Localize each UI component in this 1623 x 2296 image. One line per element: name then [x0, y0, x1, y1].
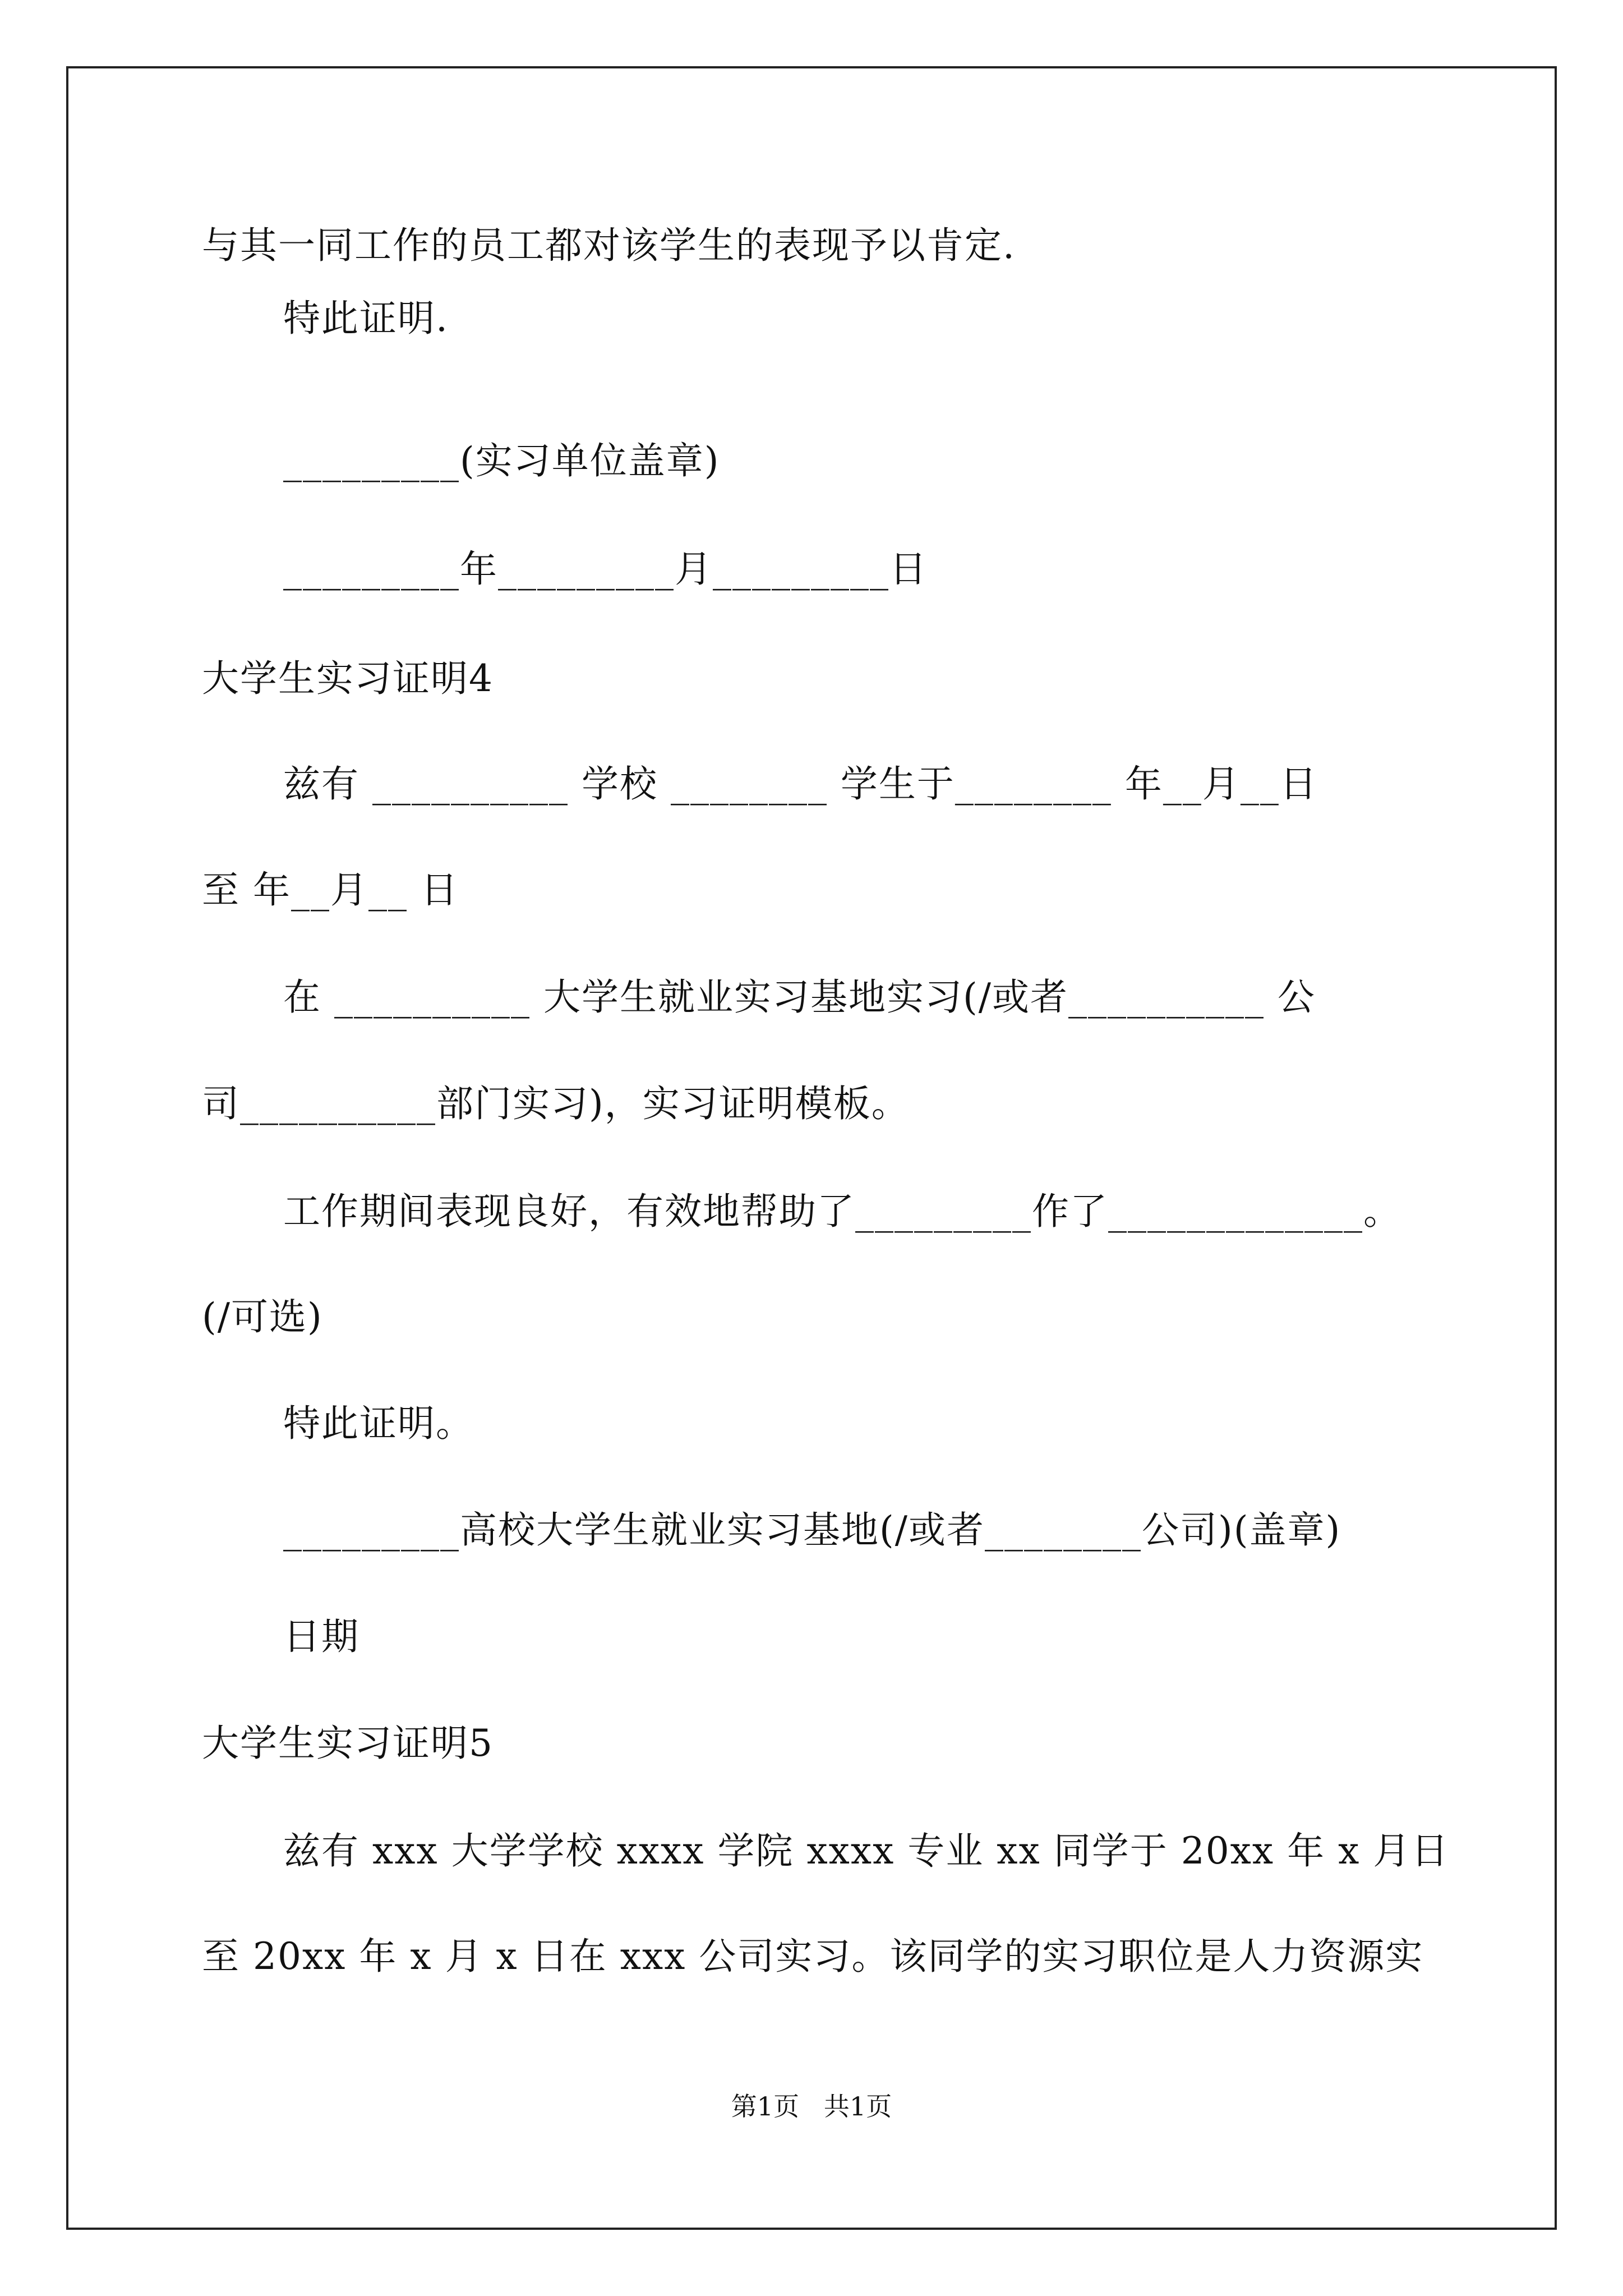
body-line-9: 司__________部门实习)，实习证明模板。 [202, 1082, 910, 1125]
body-line-13: _________高校大学生就业实习基地(/或者________公司)(盖章) [283, 1508, 1341, 1552]
seal-line: _________(实习单位盖章) [283, 439, 720, 482]
body-line-10: 工作期间表现良好，有效地帮助了_________作了_____________。 [283, 1190, 1401, 1233]
section-heading-4: 大学生实习证明4 [202, 657, 494, 700]
body-line-1: 与其一同工作的员工都对该学生的表现予以肯定. [202, 224, 1016, 267]
body-line-11: (/可选) [202, 1295, 323, 1338]
section-heading-5: 大学生实习证明5 [202, 1722, 494, 1765]
body-line-6: 兹有 __________ 学校 ________ 学生于________ 年__月__日 [283, 762, 1318, 806]
page-border [66, 66, 1557, 2230]
body-line-8: 在 __________ 大学生就业实习基地实习(/或者__________ 公 [283, 976, 1316, 1019]
body-line-17: 至 20xx 年 x 月 x 日在 xxx 公司实习。该同学的实习职位是人力资源实 [202, 1935, 1424, 1978]
body-line-2: 特此证明. [283, 297, 449, 340]
body-line-14: 日期 [283, 1615, 359, 1658]
body-line-16: 兹有 xxx 大学学校 xxxx 学院 xxxx 专业 xx 同学于 20xx 年 x 月日 [283, 1829, 1450, 1872]
page-footer: 第1页 共1页 [731, 2091, 892, 2122]
body-line-7: 至 年__月__ 日 [202, 868, 459, 912]
body-line-12: 特此证明。 [283, 1402, 474, 1445]
date-line: _________年_________月_________日 [283, 547, 928, 591]
